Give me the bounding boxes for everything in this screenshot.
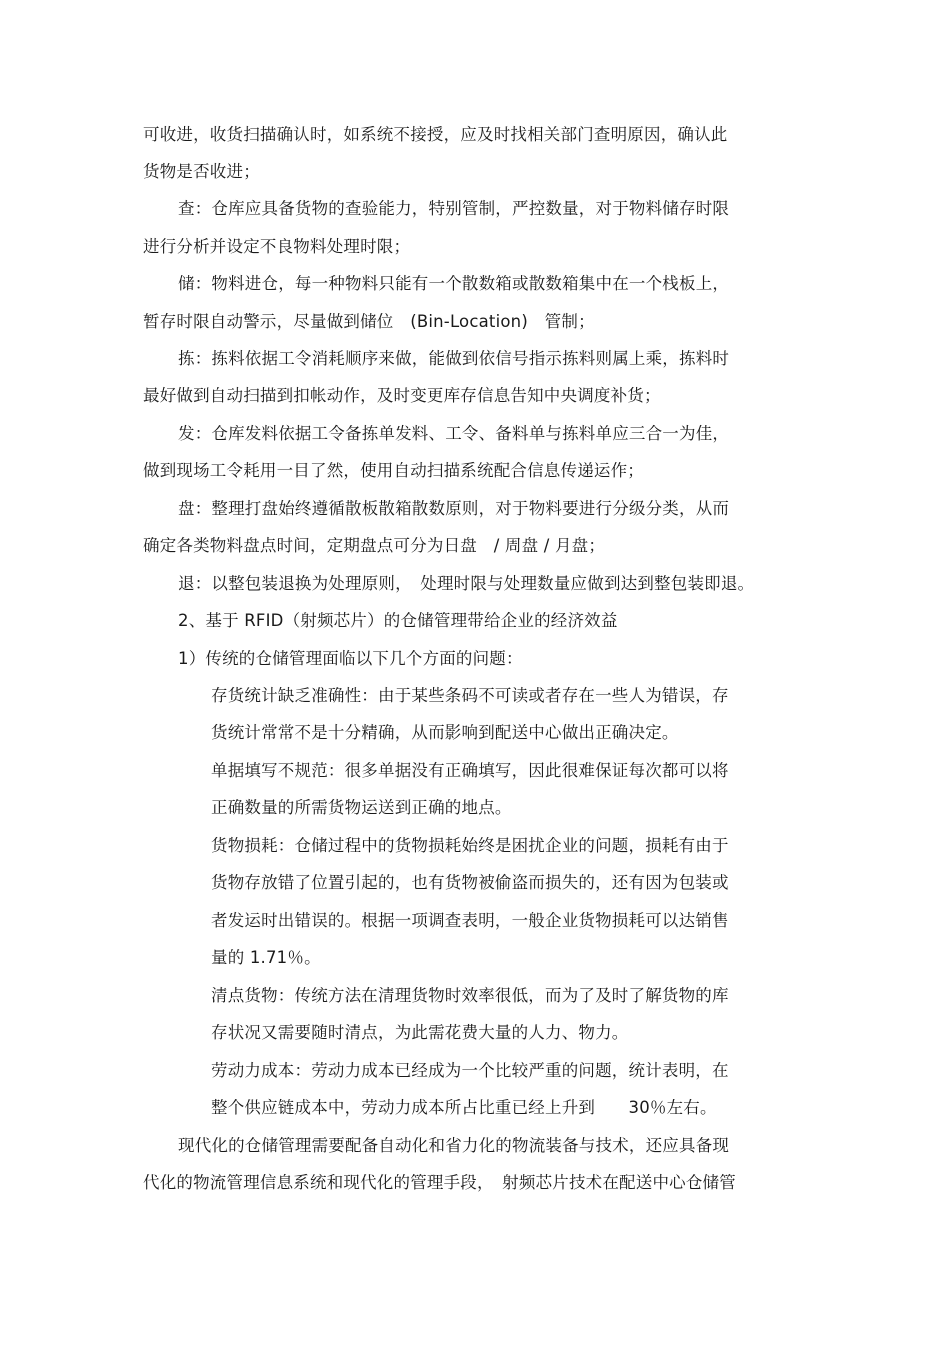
list-item-line: 货物损耗：仓储过程中的货物损耗始终是困扰企业的问题，损耗有由于 [211,836,729,855]
list-item-line: 整个供应链成本中，劳动力成本所占比重已经上升到 30％左右。 [211,1098,717,1117]
list-item-line: 单据填写不规范：很多单据没有正确填写，因此很难保证每次都可以将 [211,761,729,780]
paragraph-line: 拣：拣料依据工令消耗顺序来做，能做到依信号指示拣料则属上乘，拣料时 [178,349,730,368]
section-heading: 2、基于 RFID（射频芯片）的仓储管理带给企业的经济效益 [178,611,618,630]
paragraph-line: 发：仓库发料依据工令备拣单发料、工令、备料单与拣料单应三合一为佳， [178,424,730,443]
paragraph-line: 盘：整理打盘始终遵循散板散箱散数原则，对于物料要进行分级分类，从而 [178,499,730,518]
paragraph-line: 进行分析并设定不良物料处理时限； [143,237,411,256]
paragraph-line: 暂存时限自动警示，尽量做到储位 (Bin-Location) 管制； [143,312,595,331]
paragraph-line: 确定各类物料盘点时间，定期盘点可分为日盘 / 周盘 / 月盘； [143,536,606,555]
paragraph-line: 查：仓库应具备货物的查验能力，特别管制，严控数量，对于物料储存时限 [178,199,730,218]
list-item-line: 货物存放错了位置引起的，也有货物被偷盗而损失的，还有因为包装或 [211,873,729,892]
paragraph-line: 做到现场工令耗用一目了然，使用自动扫描系统配合信息传递运作； [143,461,644,480]
list-item-line: 劳动力成本：劳动力成本已经成为一个比较严重的问题，统计表明，在 [211,1061,729,1080]
list-item-line: 清点货物：传统方法在清理货物时效率很低，而为了及时了解货物的库 [211,986,729,1005]
list-item-line: 者发运时出错误的。根据一项调查表明，一般企业货物损耗可以达销售 [211,911,729,930]
paragraph-line: 可收进，收货扫描确认时，如系统不接授，应及时找相关部门查明原因，确认此 [143,125,728,144]
paragraph-line: 代化的物流管理信息系统和现代化的管理手段， 射频芯片技术在配送中心仓储管 [143,1173,736,1192]
paragraph-line: 现代化的仓储管理需要配备自动化和省力化的物流装备与技术，还应具备现 [178,1136,730,1155]
list-item-line: 货统计常常不是十分精确，从而影响到配送中心做出正确决定。 [211,723,679,742]
list-item-line: 正确数量的所需货物运送到正确的地点。 [211,798,512,817]
paragraph-line: 退：以整包装退换为处理原则， 处理时限与处理数量应做到达到整包装即退。 [178,574,755,593]
list-item-line: 存货统计缺乏准确性：由于某些条码不可读或者存在一些人为错误，存 [211,686,729,705]
paragraph-line: 最好做到自动扫描到扣帐动作，及时变更库存信息告知中央调度补货； [143,386,661,405]
list-item-line: 存状况又需要随时清点，为此需花费大量的人力、物力。 [211,1023,629,1042]
subsection-heading: 1）传统的仓储管理面临以下几个方面的问题： [178,649,523,668]
paragraph-line: 储：物料进仓，每一种物料只能有一个散数箱或散数箱集中在一个栈板上， [178,274,730,293]
list-item-line: 量的 1.71％。 [211,948,321,967]
paragraph-line: 货物是否收进； [143,162,260,181]
